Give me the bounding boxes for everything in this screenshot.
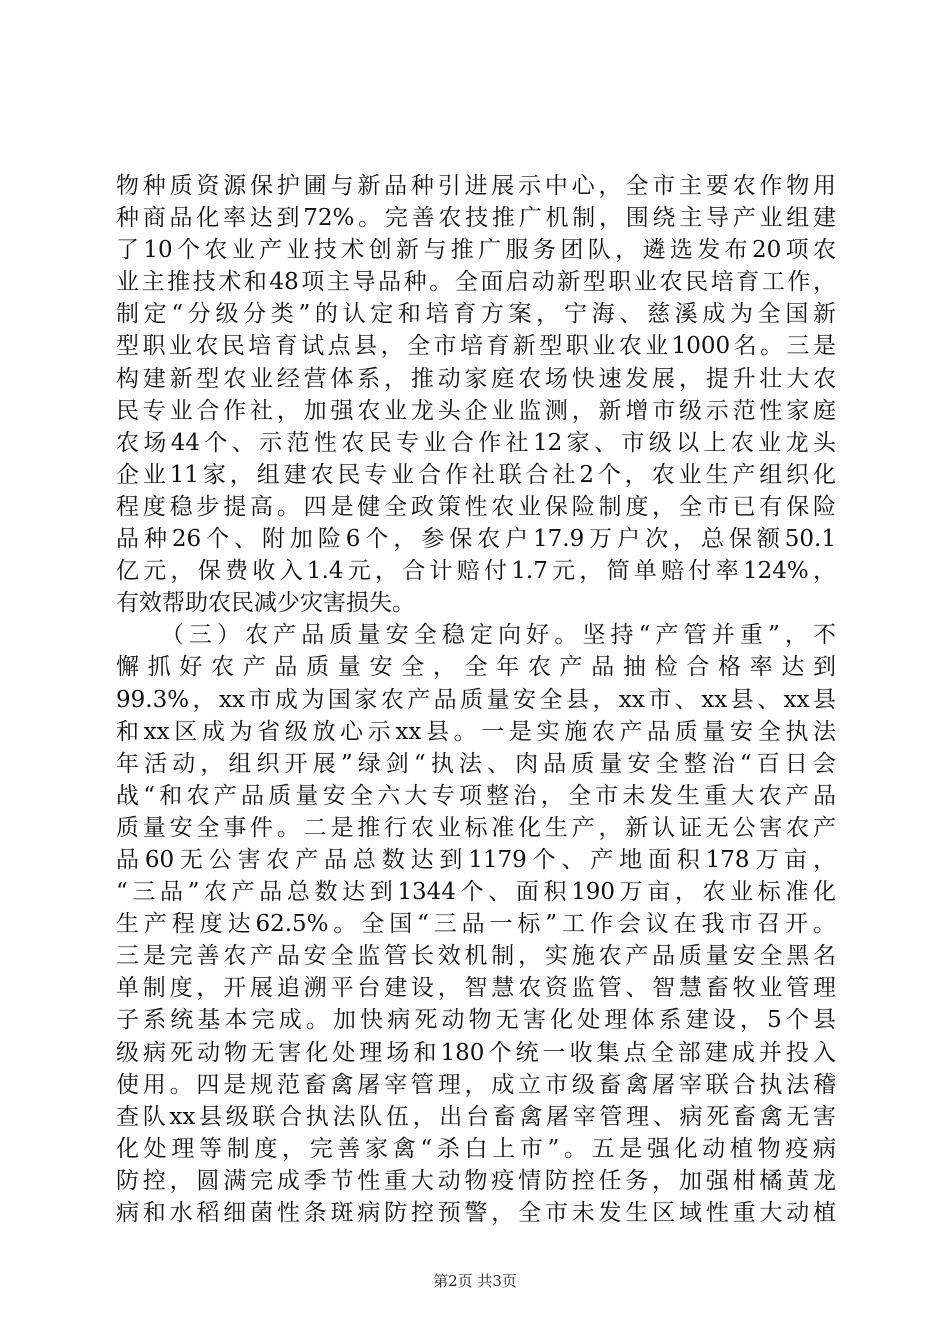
text-line: 了10个农业产业技术创新与推广服务团队，遴选发布20项农 xyxy=(116,237,836,264)
text-line: 战“和农产品质量安全六大专项整治，全市未发生重大农产品 xyxy=(116,782,836,809)
text-line: 病和水稻细菌性条斑病防控预警，全市未发生区域性重大动植 xyxy=(116,1200,836,1226)
text-line: 民专业合作社，加强农业龙头企业监测，新增市级示范性家庭 xyxy=(116,397,836,424)
text-line: 防控，圆满完成季节性重大动物疫情防控任务，加强柑橘黄龙 xyxy=(116,1167,836,1194)
text-line: 查队xx县级联合执法队伍，出台畜禽屠宰管理、病死畜禽无害 xyxy=(116,1103,836,1130)
text-line: 制定“分级分类”的认定和培育方案，宁海、慈溪成为全国新 xyxy=(116,301,836,328)
text-line: 年活动，组织开展”绿剑“执法、肉品质量安全整治“百日会 xyxy=(116,750,836,777)
body-text xyxy=(116,170,836,1229)
text-line: “三品”农产品总数达到1344个、面积190万亩，农业标准化 xyxy=(116,879,836,906)
text-line: 子系统基本完成。加快病死动物无害化处理体系建设，5个县 xyxy=(116,1007,836,1034)
text-line: 级病死动物无害化处理场和180个统一收集点全部建成并投入 xyxy=(116,1039,836,1066)
text-line: 三是完善农产品安全监管长效机制，实施农产品质量安全黑名 xyxy=(116,943,836,970)
text-line: 物种质资源保护圃与新品种引进展示中心，全市主要农作物用 xyxy=(116,173,836,199)
text-line: 亿元，保费收入1.4元，合计赔付1.7元，简单赔付率124%， xyxy=(116,558,836,585)
text-line: 单制度，开展追溯平台建设，智慧农资监管、智慧畜牧业管理 xyxy=(116,975,836,1002)
text-line: 生产程度达62.5%。全国“三品一标”工作会议在我市召开。 xyxy=(116,911,836,938)
text-line: 使用。四是规范畜禽屠宰管理，成立市级畜禽屠宰联合执法稽 xyxy=(116,1071,836,1098)
text-line: 种商品化率达到72%。完善农技推广机制，围绕主导产业组建 xyxy=(116,205,836,232)
text-line: 型职业农民培育试点县，全市培育新型职业农业1000名。三是 xyxy=(116,333,836,360)
text-line: 企业11家，组建农民专业合作社联合社2个，农业生产组织化 xyxy=(116,461,836,488)
text-line: 构建新型农业经营体系，推动家庭农场快速发展，提升壮大农 xyxy=(116,365,836,392)
text-line: 化处理等制度，完善家禽“杀白上市”。五是强化动植物疫病 xyxy=(116,1135,836,1162)
text-line: 有效帮助农民减少灾害损失。 xyxy=(116,590,415,617)
text-line: 农场44个、示范性农民专业合作社12家、市级以上农业龙头 xyxy=(116,429,836,456)
text-line: 质量安全事件。二是推行农业标准化生产，新认证无公害农产 xyxy=(116,814,836,841)
text-line: 和xx区成为省级放心示xx县。一是实施农产品质量安全执法 xyxy=(116,718,836,745)
text-line: 品种26个、附加险6个，参保农户17.9万户次，总保额50.1 xyxy=(116,526,836,553)
page-number-footer: 第2页 共3页 xyxy=(433,1272,517,1290)
text-line: 品60无公害农产品总数达到1179个、产地面积178万亩， xyxy=(116,846,836,873)
text-line: 懈抓好农产品质量安全，全年农产品抽检合格率达到 xyxy=(116,654,836,681)
section-heading-line: （三）农产品质量安全稳定向好。坚持“产管并重”，不 xyxy=(116,622,836,649)
text-line: 程度稳步提高。四是健全政策性农业保险制度，全市已有保险 xyxy=(116,493,836,520)
text-line: 99.3%，xx市成为国家农产品质量安全县，xx市、xx县、xx县 xyxy=(116,686,836,713)
text-line: 业主推技术和48项主导品种。全面启动新型职业农民培育工作， xyxy=(116,269,836,296)
